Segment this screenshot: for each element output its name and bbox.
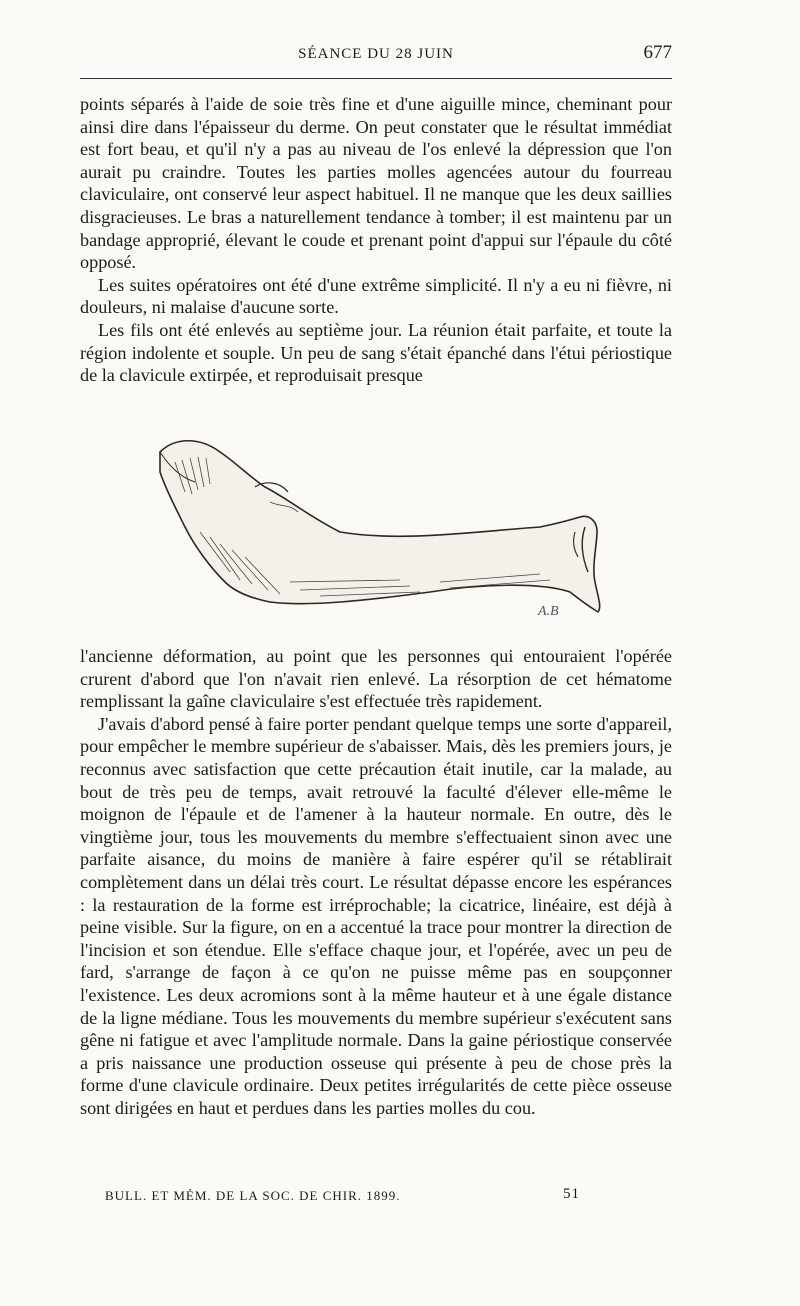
- paragraph: J'avais d'abord pensé à faire porter pendant quelque temps une sorte d'appareil, pour empêcher le membre supérieur de s'abaisser. Mais, dès les premiers jours, je reconnus avec satisfaction que cette précaution était inutile, car la malade, au bout de très peu de temps, avait retrouvé la faculté d'élever elle-même le moignon de l'épaule et de l'amener à la hauteur normale. En outre, dès le vingtième jour, tous les mouvements du membre s'effectuaient sinon avec une parfaite aisance, du moins de manière à faire espérer qu'il se rétablirait complètement dans un délai très court. Le résultat dépasse encore les espérances : la restauration de la forme est irréprochable; la cicatrice, linéaire, est déjà à peine visible. Sur la figure, on en a accentué la trace pour montrer la direction de l'incision et son étendue. Elle s'efface chaque jour, et l'opérée, avec un peu de fard, s'arrange de façon à ce qu'on ne puisse même pas en soupçonner l'existence. Les deux acromions sont à la même hauteur et à une égale distance de la ligne médiane. Tous les mouvements du membre supérieur s'exécutent sans gêne ni fatigue et avec l'amplitude normale. Dans la gaine périostique conservée a pris naissance une production osseuse qui présente à peu de chose près la forme d'une clavicule ordinaire. Deux petites irrégularités de cette pièce osseuse sont dirigées en haut et perdues dans les parties molles du cou.: [80, 713, 672, 1118]
- header-rule: [80, 78, 672, 79]
- figure-signature: A.B: [538, 604, 559, 619]
- paragraph: l'ancienne déformation, au point que les personnes qui entouraient l'opérée crurent d'abord que l'on n'avait rien enlevé. La résorption de cet hématome remplissant la gaîne claviculaire s'est effectuée très rapidement.: [80, 646, 672, 712]
- text-block-bottom: [80, 645, 672, 1119]
- page-header: [80, 42, 672, 72]
- journal-reference: BULL. ET MÉM. DE LA SOC. DE CHIR. 1899.: [105, 1188, 401, 1203]
- paragraph: Les suites opératoires ont été d'une extrême simplicité. Il n'y a eu ni fièvre, ni douleurs, ni malaise d'aucune sorte.: [80, 274, 672, 318]
- signature-mark: 51: [563, 1186, 580, 1202]
- paragraph: points séparés à l'aide de soie très fine et d'une aiguille mince, cheminant pour ainsi dire dans l'épaisseur du derme. On peut constater que le résultat immédiat est fort beau, et qu'il n'y a pas au niveau de l'os enlevé la dépression que l'on aurait pu craindre. Toutes les parties molles agencées autour du fourreau claviculaire, ont conservé leur aspect habituel. Il ne manque que les deux saillies disgracieuses. Le bras a naturellement tendance à tomber; il est maintenu par un bandage approprié, élevant le coude et prenant point d'appui sur l'épaule du côté opposé.: [80, 94, 672, 273]
- clavicle-illustration: [140, 432, 620, 632]
- paragraph: Les fils ont été enlevés au septième jour. La réunion était parfaite, et toute la région indolente et souple. Un peu de sang s'était épanché dans l'étui périostique de la clavicule extirpée, et reproduisait presque: [80, 319, 672, 386]
- page-number: 677: [643, 42, 672, 63]
- bone-drawing: [140, 432, 620, 632]
- text-block-top: [80, 93, 672, 387]
- running-title: SÉANCE DU 28 JUIN: [298, 46, 454, 62]
